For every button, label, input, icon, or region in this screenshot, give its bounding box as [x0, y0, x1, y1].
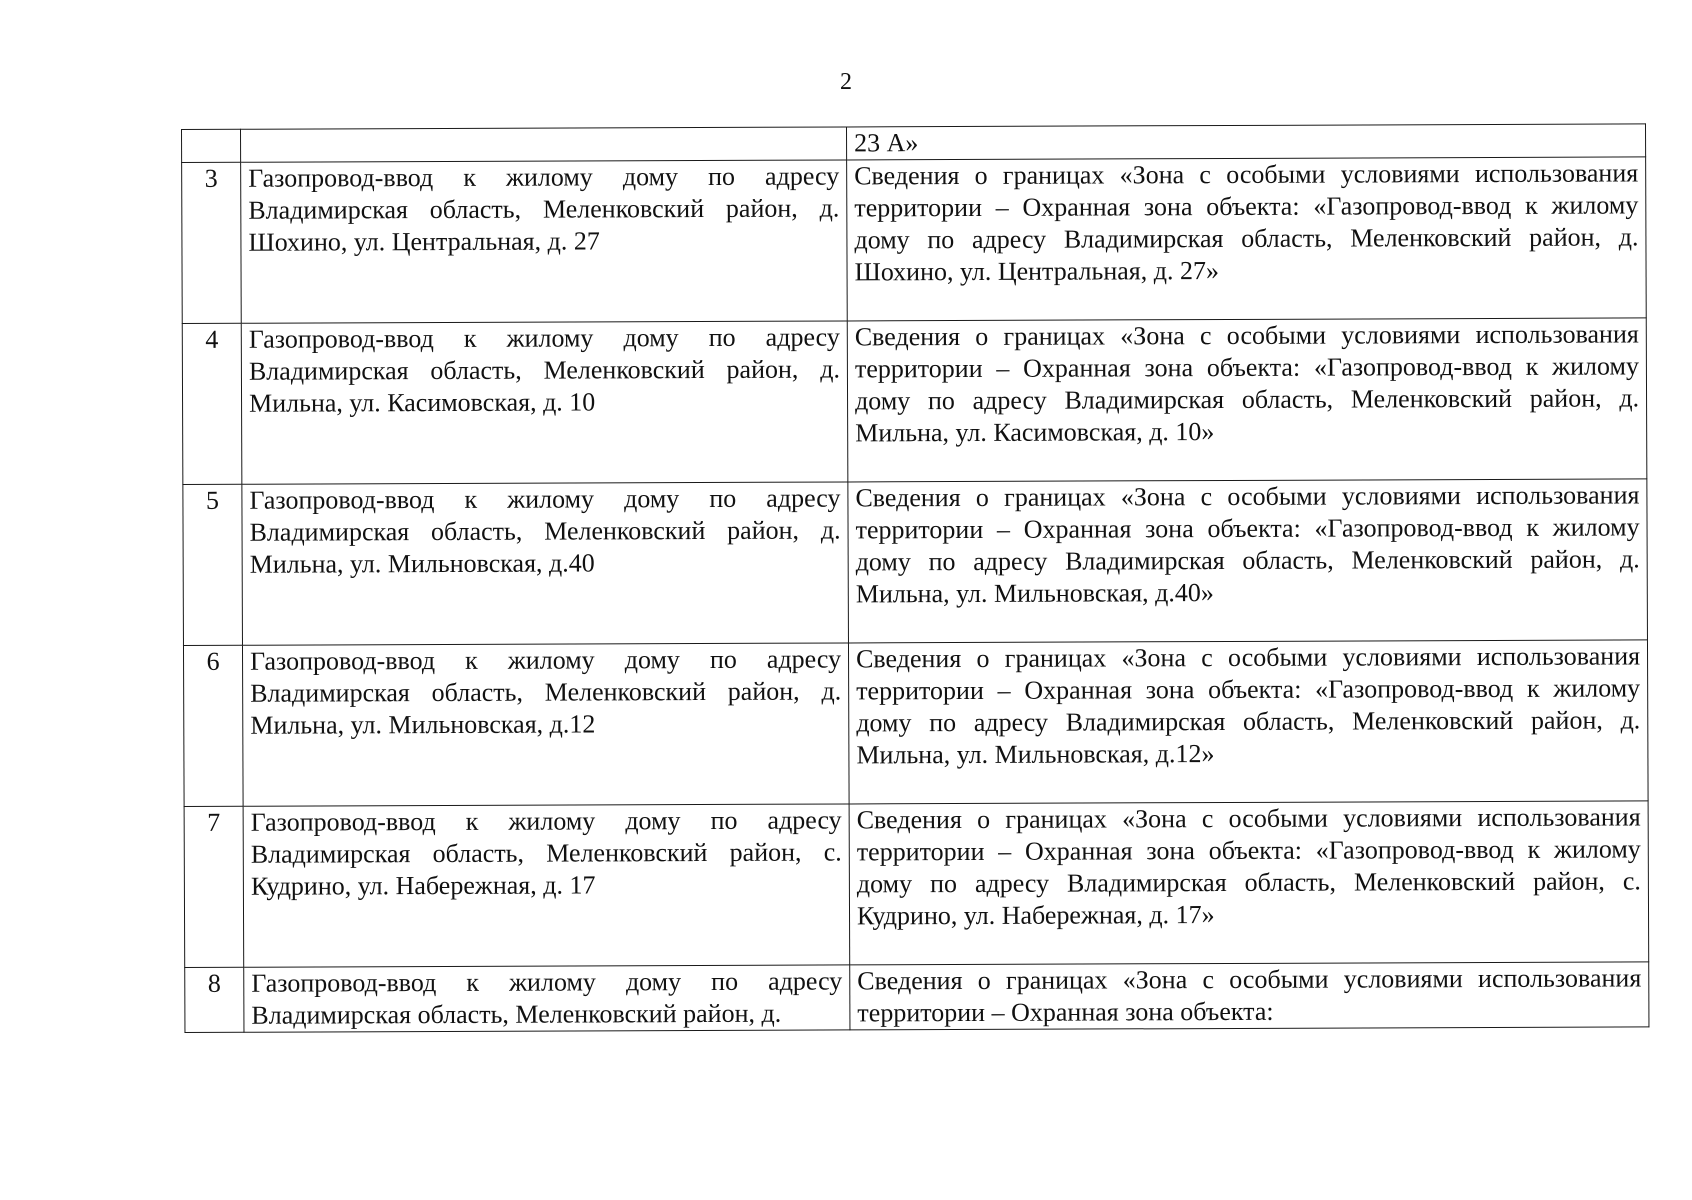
row-number-cell: 5	[183, 484, 243, 645]
info-cell: Сведения о границах «Зона с особыми условиями использования территории – Охранная зона объекта: «Газопровод-ввод к жилому дому по адресу Владимирская область, Меленковский район, с. Кудрино, ул. Набережная, д. 17»	[849, 801, 1649, 965]
table-row	[185, 962, 1649, 1033]
object-cell: Газопровод-ввод к жилому дому по адресу Владимирская область, Меленковский район, с. Кудрино, ул. Набережная, д. 17	[243, 804, 850, 967]
table-row	[182, 157, 1647, 324]
table-row	[183, 479, 1648, 646]
row-number-cell: 8	[185, 967, 244, 1032]
info-cell: Сведения о границах «Зона с особыми условиями использования территории – Охранная зона объекта: «Газопровод-ввод к жилому дому по адресу Владимирская область, Меленковский район, д. Мильна, ул. Касимовская, д. 10»	[847, 318, 1647, 482]
row-number-cell: 7	[184, 806, 244, 967]
continuation-text: 23 А»	[854, 128, 919, 158]
table-row	[183, 640, 1648, 807]
info-cell: Сведения о границах «Зона с особыми условиями использования территории – Охранная зона объекта: «Газопровод-ввод к жилому дому по адресу Владимирская область, Меленковский район, д. Мильна, ул. Мильновская, д.12»	[848, 640, 1648, 804]
info-cell: Сведения о границах «Зона с особыми условиями использования территории – Охранная зона объекта: «Газопровод-ввод к жилому дому по адресу Владимирская область, Меленковский район, д. Шохино, ул. Центральная, д. 27»	[847, 157, 1647, 321]
object-cell: Газопровод-ввод к жилому дому по адресу Владимирская область, Меленковский район, д. Мильна, ул. Мильновская, д.40	[242, 482, 849, 645]
object-cell: Газопровод-ввод к жилому дому по адресу Владимирская область, Меленковский район, д. Мильна, ул. Мильновская, д.12	[242, 643, 849, 806]
object-cell: Газопровод-ввод к жилому дому по адресу Владимирская область, Меленковский район, д. Мильна, ул. Касимовская, д. 10	[241, 321, 848, 484]
row-number-cell: 4	[182, 323, 242, 484]
row-number-cell	[182, 129, 241, 162]
object-cell: Газопровод-ввод к жилому дому по адресу Владимирская область, Меленковский район, д. Шохино, ул. Центральная, д. 27	[241, 160, 848, 323]
table-row	[182, 124, 1646, 163]
table-row	[182, 318, 1647, 485]
page-number: 2	[840, 69, 852, 95]
object-cell	[241, 127, 847, 162]
zones-table	[181, 123, 1649, 1033]
info-cell	[846, 124, 1645, 160]
info-cell: Сведения о границах «Зона с особыми условиями использования территории – Охранная зона объекта:	[850, 962, 1649, 1030]
row-number-cell: 6	[183, 645, 243, 806]
row-number-cell: 3	[182, 162, 242, 323]
object-cell: Газопровод-ввод к жилому дому по адресу Владимирская область, Меленковский район, д.	[244, 965, 850, 1032]
info-cell: Сведения о границах «Зона с особыми условиями использования территории – Охранная зона объекта: «Газопровод-ввод к жилому дому по адресу Владимирская область, Меленковский район, д. Мильна, ул. Мильновская, д.40»	[848, 479, 1648, 643]
table-row	[184, 801, 1649, 968]
